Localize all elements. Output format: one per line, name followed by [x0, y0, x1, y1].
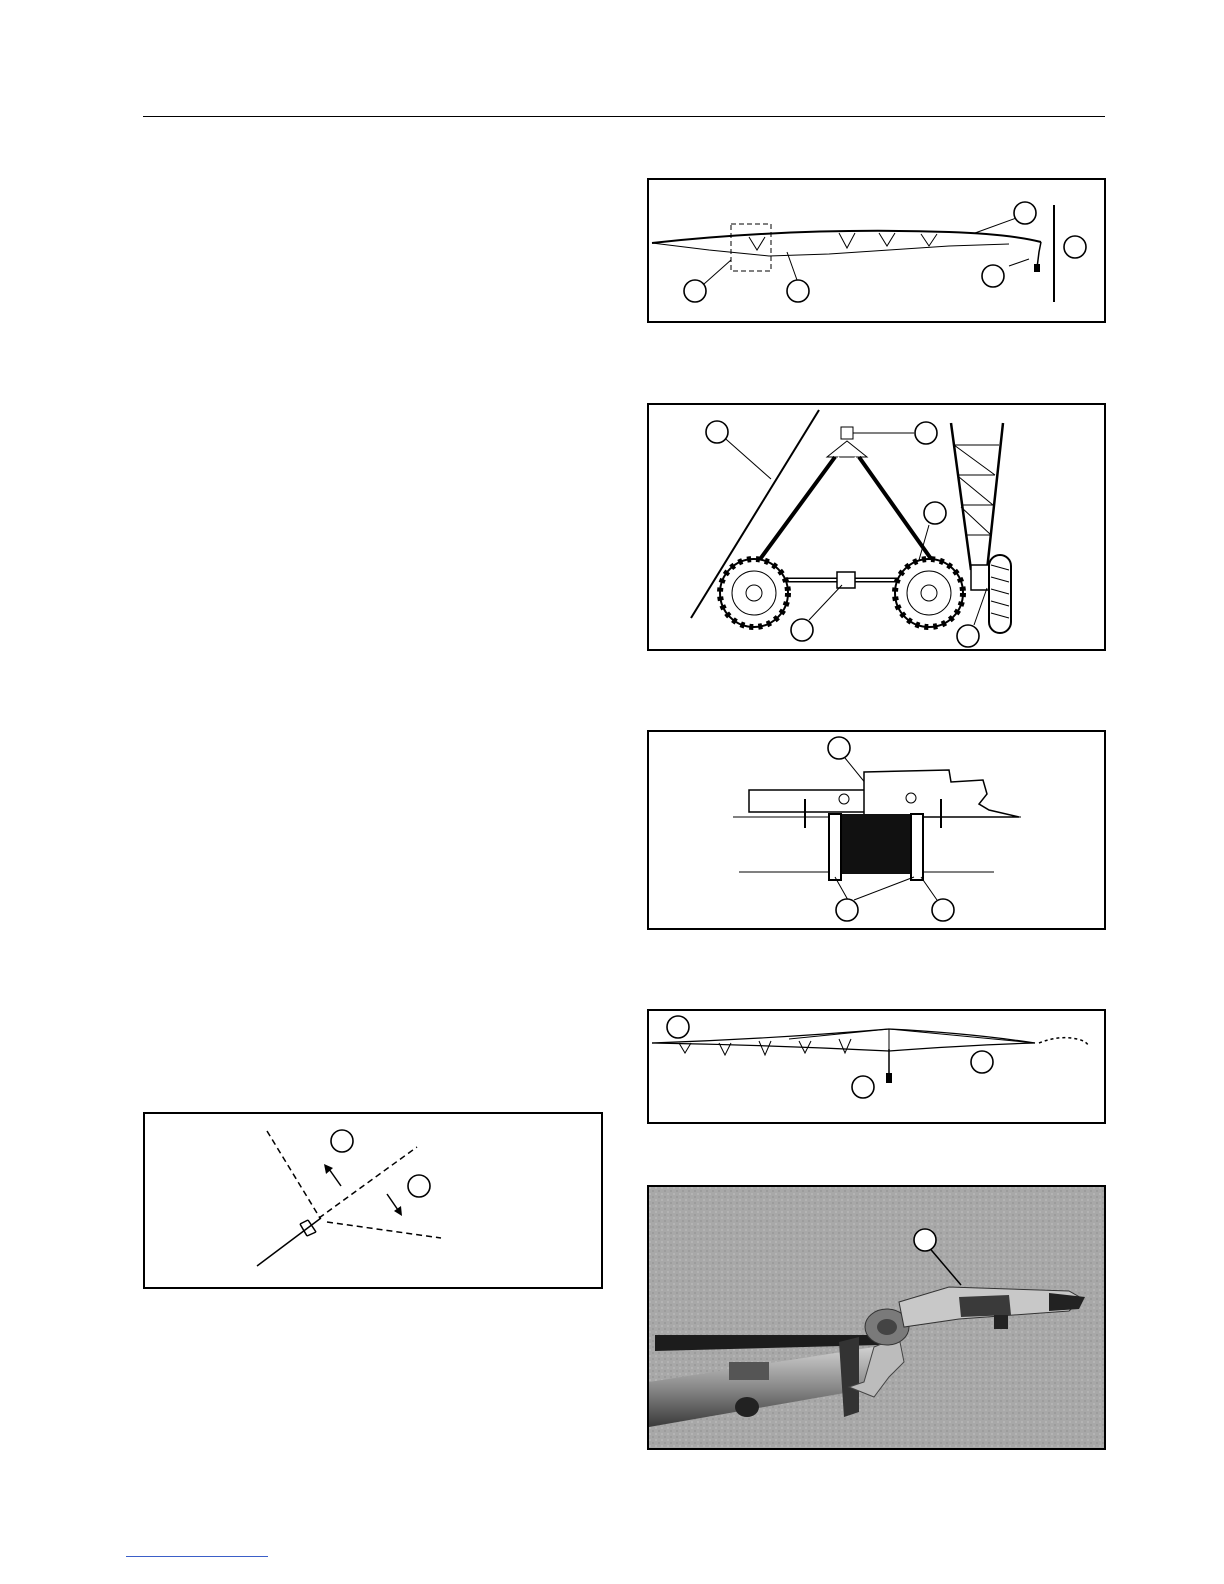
callout-2	[408, 1175, 430, 1197]
callout-1	[828, 737, 850, 759]
callout-1	[667, 1016, 689, 1038]
callout-3	[932, 899, 954, 921]
callout-2	[915, 422, 937, 444]
callout-2	[787, 280, 809, 302]
callout-5	[1064, 236, 1086, 258]
callout-3	[852, 1076, 874, 1098]
callout-5	[957, 625, 979, 647]
callout-2	[836, 899, 858, 921]
callout-1	[684, 280, 706, 302]
figure-endgun-photo	[647, 1185, 1106, 1450]
callout-4	[791, 619, 813, 641]
footer-rule	[126, 1556, 268, 1557]
callout-3	[924, 502, 946, 524]
callout-3	[1014, 202, 1036, 224]
callout-1	[914, 1229, 936, 1251]
figure-tower-wheels	[647, 403, 1106, 651]
callout-1	[331, 1130, 353, 1152]
left-wheel	[720, 559, 788, 627]
figure-wheel-mount	[647, 730, 1106, 930]
header-rule	[143, 116, 1105, 117]
callout-1	[706, 421, 728, 443]
callout-2	[971, 1051, 993, 1073]
figure-direction-diagram	[143, 1112, 603, 1289]
callout-4	[982, 265, 1004, 287]
right-wheel	[895, 559, 963, 627]
figure-span-endgun	[647, 1009, 1106, 1124]
figure-system-overview	[647, 178, 1106, 323]
